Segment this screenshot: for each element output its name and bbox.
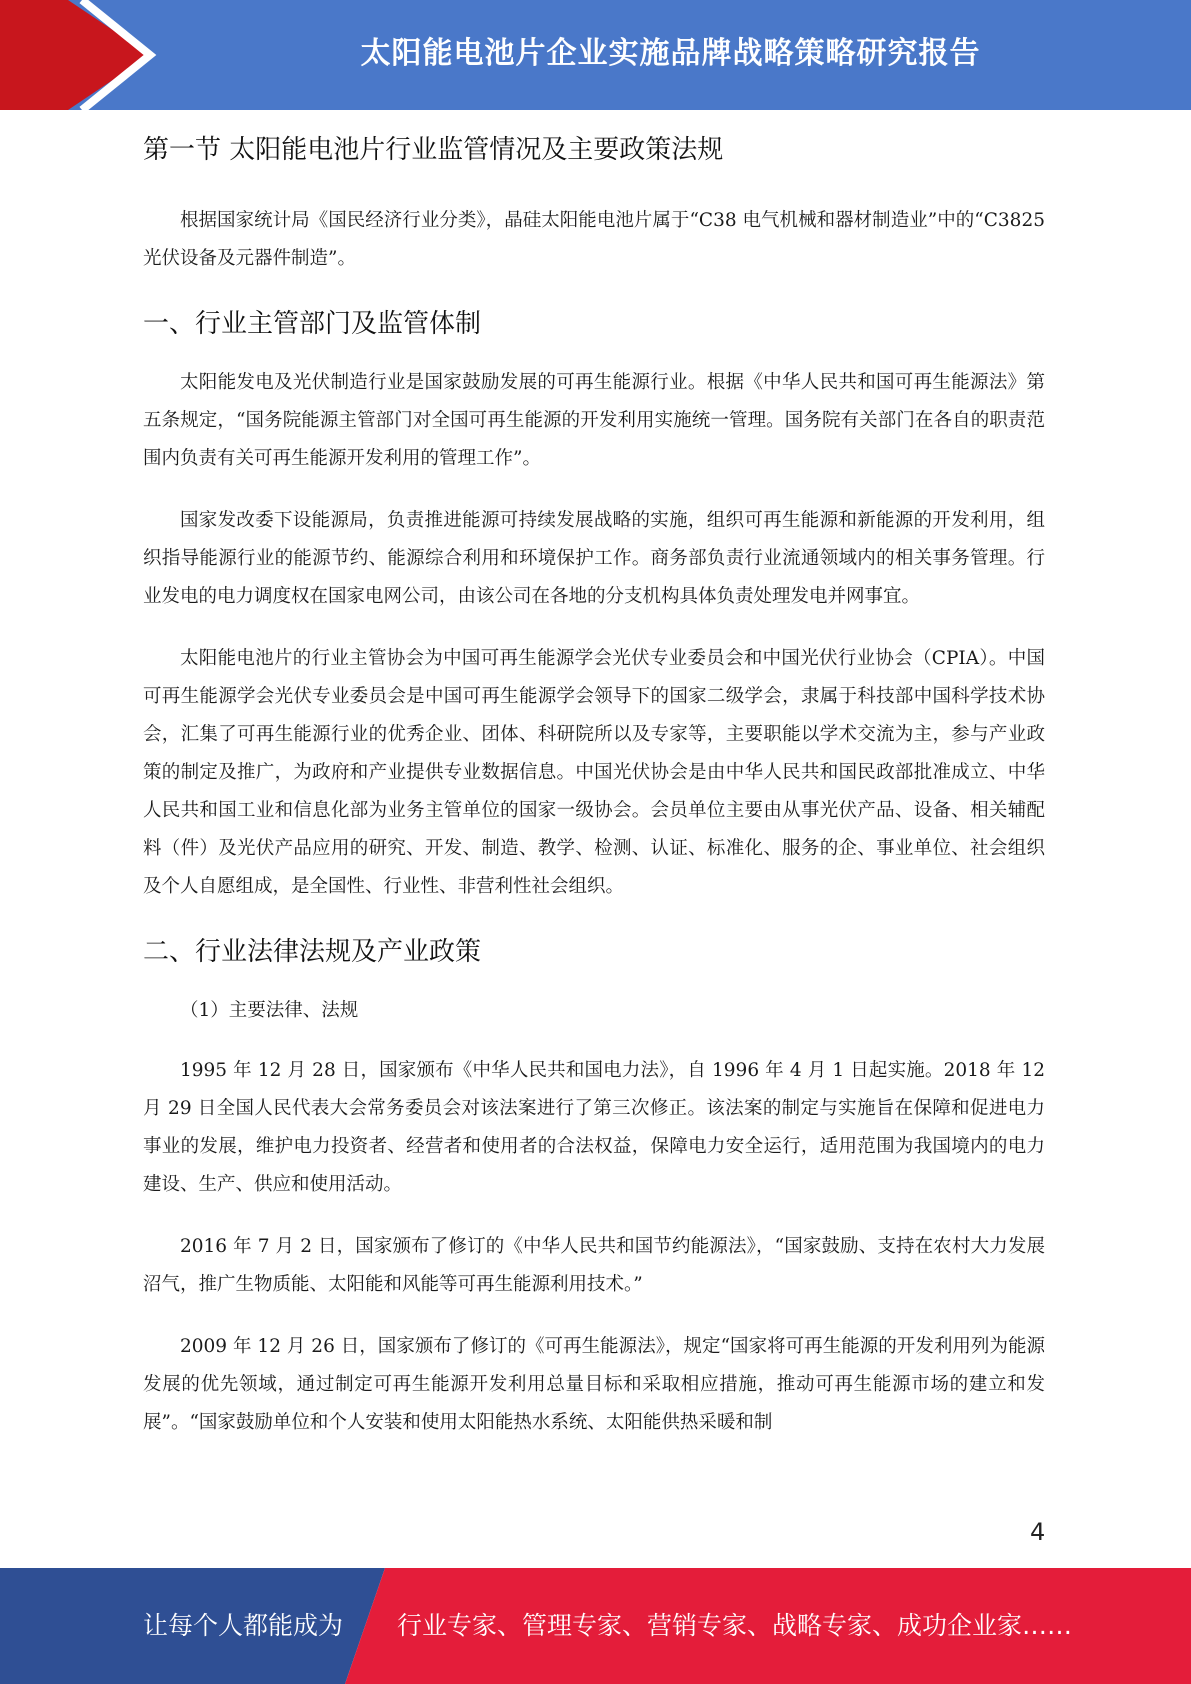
page-footer bbox=[0, 1568, 1191, 1684]
intro-paragraph: 根据国家统计局《国民经济行业分类》，晶硅太阳能电池片属于“C38 电气机械和器材制造业”中的“C3825 光伏设备及元器件制造”。 bbox=[143, 210, 1045, 269]
paragraph: 2016 年 7 月 2 日，国家颁布了修订的《中华人民共和国节约能源法》，“国家鼓励、支持在农村大力发展沼气，推广生物质能、太阳能和风能等可再生能源利用技术。” bbox=[143, 1236, 1045, 1295]
section-title: 第一节 太阳能电池片行业监管情况及主要政策法规 bbox=[143, 135, 724, 165]
footer-slogan-right: 行业专家、管理专家、营销专家、战略专家、成功企业家…… bbox=[397, 1611, 1073, 1640]
subheading: （1）主要法律、法规 bbox=[180, 1000, 359, 1021]
red-arrow-shape bbox=[0, 0, 150, 110]
footer-slogan-left: 让每个人都能成为 bbox=[143, 1611, 344, 1640]
paragraph: 国家发改委下设能源局，负责推进能源可持续发展战略的实施，组织可再生能源和新能源的开发利用，组织指导能源行业的能源节约、能源综合利用和环境保护工作。商务部负责行业流通领域内的相关事务管理。行业发电的电力调度权在国家电网公司，由该公司在各地的分支机构具体负责处理发电并网事宜。 bbox=[143, 510, 1045, 607]
paragraph: 2009 年 12 月 26 日，国家颁布了修订的《可再生能源法》，规定“国家将可再生能源的开发利用列为能源发展的优先领域，通过制定可再生能源开发利用总量目标和采取相应措施，推动可再生能源市场的建立和发展”。“国家鼓励单位和个人安装和使用太阳能热水系统、太阳能供热采暖和制 bbox=[143, 1336, 1045, 1433]
page-header bbox=[0, 0, 1191, 110]
heading-part-2: 二、行业法律法规及产业政策 bbox=[143, 937, 482, 967]
report-title: 太阳能电池片企业实施品牌战略策略研究报告 bbox=[360, 36, 981, 71]
paragraph: 太阳能发电及光伏制造行业是国家鼓励发展的可再生能源行业。根据《中华人民共和国可再生能源法》第五条规定，“国务院能源主管部门对全国可再生能源的开发利用实施统一管理。国务院有关部门在各自的职责范围内负责有关可再生能源开发利用的管理工作”。 bbox=[143, 372, 1045, 469]
page-number: 4 bbox=[1030, 1518, 1046, 1546]
heading-part-1: 一、行业主管部门及监管体制 bbox=[143, 309, 482, 339]
page-content bbox=[143, 128, 1045, 1466]
paragraph: 1995 年 12 月 28 日，国家颁布《中华人民共和国电力法》，自 1996 年 4 月 1 日起实施。2018 年 12 月 29 日全国人民代表大会常务委员会对该法案进行了第三次修正。该法案的制定与实施旨在保障和促进电力事业的发展，维护电力投资者、经营者和使用者的合法权益，保障电力安全运行，适用范围为我国境内的电力建设、生产、供应和使用活动。 bbox=[143, 1060, 1045, 1195]
paragraph: 太阳能电池片的行业主管协会为中国可再生能源学会光伏专业委员会和中国光伏行业协会（CPIA）。中国可再生能源学会光伏专业委员会是中国可再生能源学会领导下的国家二级学会，隶属于科技部中国科学技术协会，汇集了可再生能源行业的优秀企业、团体、科研院所以及专家等，主要职能以学术交流为主，参与产业政策的制定及推广，为政府和产业提供专业数据信息。中国光伏协会是由中华人民共和国民政部批准成立、中华人民共和国工业和信息化部为业务主管单位的国家一级协会。会员单位主要由从事光伏产品、设备、相关辅配料（件）及光伏产品应用的研究、开发、制造、教学、检测、认证、标准化、服务的企、事业单位、社会组织及个人自愿组成，是全国性、行业性、非营利性社会组织。 bbox=[143, 648, 1045, 897]
